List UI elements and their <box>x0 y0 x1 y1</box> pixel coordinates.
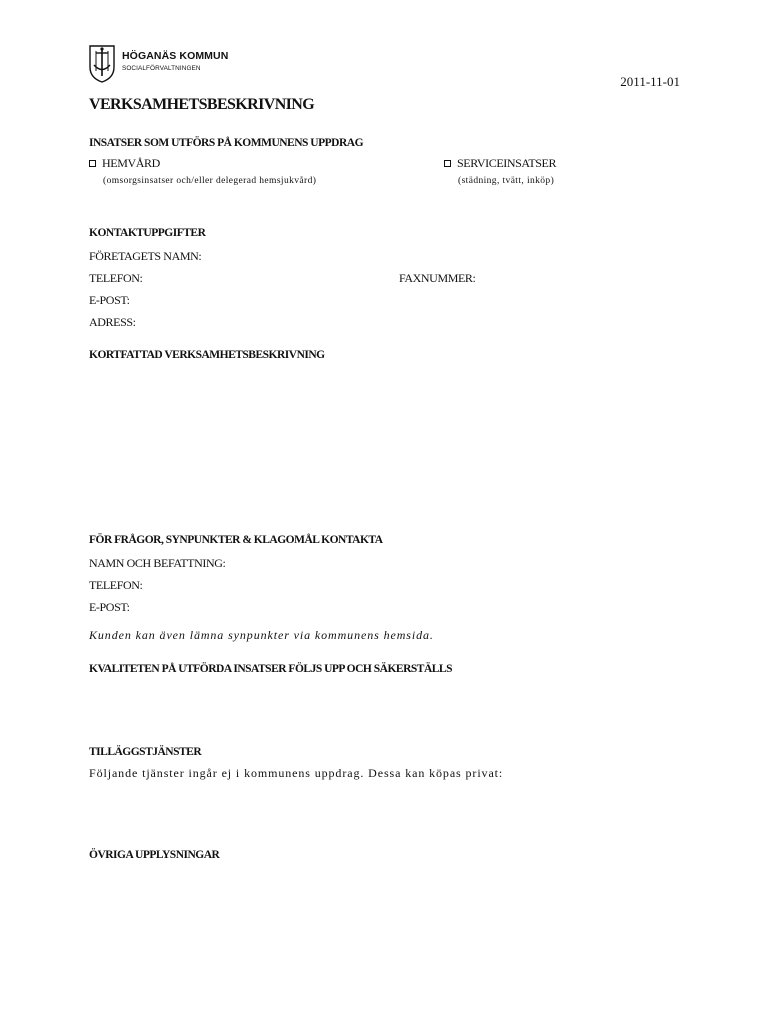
address-label: ADRESS: <box>89 315 136 329</box>
name-title-label: NAMN OCH BEFATTNING: <box>89 556 226 570</box>
summary-heading: KORTFATTAD VERKSAMHETSBESKRIVNING <box>89 349 325 361</box>
coat-of-arms-icon <box>88 43 116 83</box>
serviceinsatser-note: (städning, tvätt, inköp) <box>458 176 555 186</box>
contact-heading: KONTAKTUPPGIFTER <box>89 227 206 239</box>
feedback-email-label: E-POST: <box>89 600 130 614</box>
other-info-heading: ÖVRIGA UPPLYSNINGAR <box>89 849 220 861</box>
feedback-phone-label: TELEFON: <box>89 578 143 592</box>
extra-services-text: Följande tjänster ingår ej i kommunens uppdrag. Dessa kan köpas privat: <box>89 766 504 780</box>
checkbox-hemvard[interactable] <box>89 156 160 171</box>
feedback-heading: FÖR FRÅGOR, SYNPUNKTER & KLAGOMÅL KONTAKTA <box>89 534 383 546</box>
organization-logo <box>88 41 229 91</box>
checkbox-box[interactable] <box>89 160 96 167</box>
checkbox-serviceinsatser[interactable] <box>444 156 556 171</box>
fax-label: FAXNUMMER: <box>399 271 476 285</box>
document-title: VERKSAMHETSBESKRIVNING <box>89 96 315 113</box>
document-date: 2011-11-01 <box>620 74 680 89</box>
feedback-note: Kunden kan även lämna synpunkter via kommunens hemsida. <box>89 628 434 642</box>
hemvard-note: (omsorgsinsatser och/eller delegerad hemsjukvård) <box>103 176 317 186</box>
quality-heading: KVALITETEN PÅ UTFÖRDA INSATSER FÖLJS UPP OCH SÄKERSTÄLLS <box>89 663 452 675</box>
company-name-label: FÖRETAGETS NAMN: <box>89 249 202 263</box>
checkbox-box[interactable] <box>444 160 451 167</box>
email-label: E-POST: <box>89 293 130 307</box>
organization-name: HÖGANÄS KOMMUN <box>122 50 229 62</box>
services-heading: INSATSER SOM UTFÖRS PÅ KOMMUNENS UPPDRAG <box>89 137 364 149</box>
department-name: SOCIALFÖRVALTNINGEN <box>122 65 201 72</box>
extra-services-heading: TILLÄGGSTJÄNSTER <box>89 746 202 758</box>
checkbox-hemvard-label: HEMVÅRD <box>102 156 160 170</box>
phone-label: TELEFON: <box>89 271 143 285</box>
checkbox-serviceinsatser-label: SERVICEINSATSER <box>457 156 557 170</box>
